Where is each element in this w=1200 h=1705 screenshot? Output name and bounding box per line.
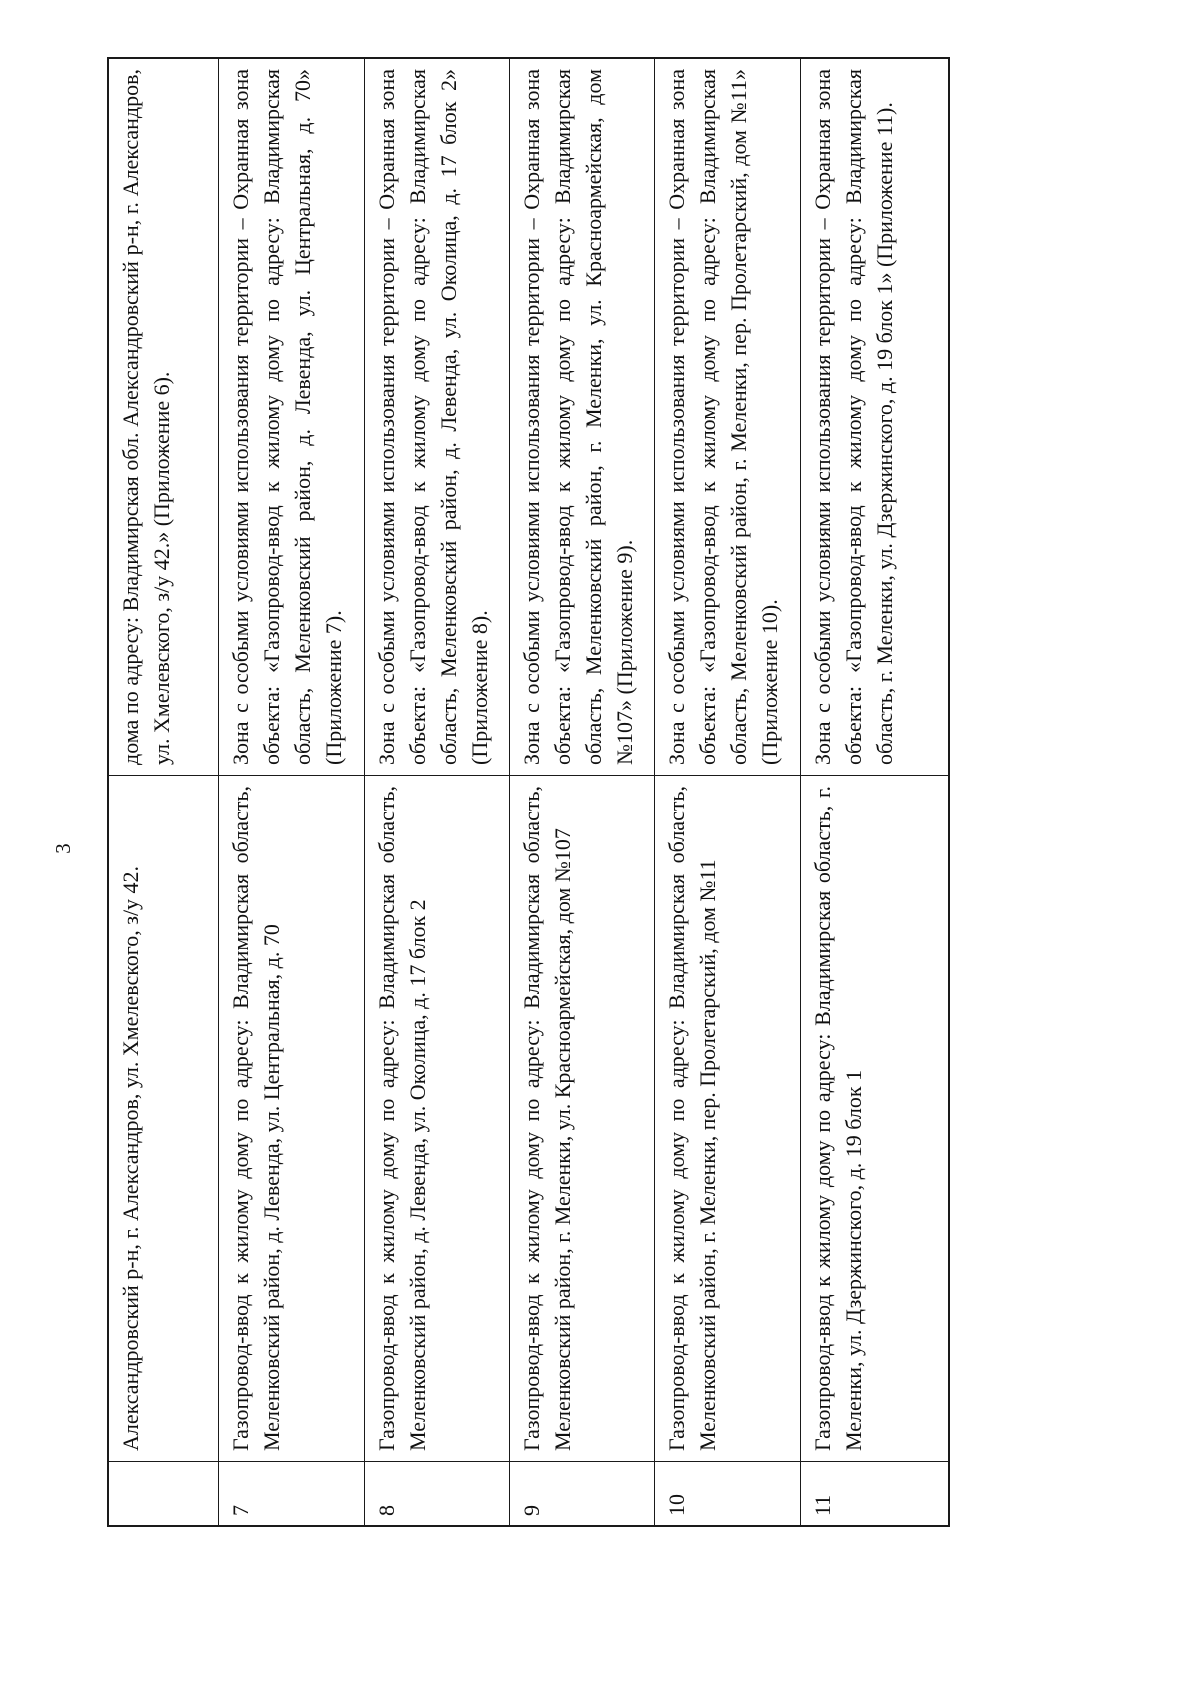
table-row	[509, 59, 654, 1525]
zone-description: Зона с особыми условиями использования территории – Охранная зона объекта: «Газопровод-ввод к жилому дому по адресу: Владимирская область, Меленковский район, г. Меленки, пер. Пролетарский, дом №11» (Приложение 10).	[664, 69, 783, 765]
object-description: Газопровод-ввод к жилому дому по адресу: Владимирская область, Меленковский район, г. Меленки, пер. Пролетарский, дом №11	[655, 775, 799, 1461]
row-number	[109, 1461, 218, 1525]
object-description: Газопровод-ввод к жилому дому по адресу: Владимирская область, Меленковский район, д. Левенда, ул. Околица, д. 17 блок 2	[365, 775, 509, 1461]
zone-description: Зона с особыми условиями использования территории – Охранная зона объекта: «Газопровод-ввод к жилому дому по адресу: Владимирская область, Меленковский район, д. Левенда, ул. Центральная, д. 70» (Приложение 7).	[228, 69, 347, 765]
table-row	[800, 59, 948, 1525]
page-number: 3	[50, 843, 75, 854]
table-container	[107, 57, 950, 1527]
object-description: Газопровод-ввод к жилому дому по адресу: Владимирская область, г. Меленки, ул. Дзержинского, д. 19 блок 1	[801, 775, 948, 1461]
zone-description: Зона с особыми условиями использования территории – Охранная зона объекта: «Газопровод-ввод к жилому дому по адресу: Владимирская область, г. Меленки, ул. Дзержинского, д. 19 блок 1» (Приложение 11).	[809, 69, 897, 765]
zone-description: дома по адресу: Владимирская обл. Александровский р-н, г. Александров, ул. Хмелевского, з/у 42.» (Приложение 6).	[118, 69, 174, 765]
row-number: 10	[655, 1461, 799, 1525]
row-number: 11	[801, 1461, 948, 1525]
table-row	[218, 59, 363, 1525]
zone-description: Зона с особыми условиями использования территории – Охранная зона объекта: «Газопровод-ввод к жилому дому по адресу: Владимирская область, Меленковский район, г. Меленки, ул. Красноармейская, дом №107» (Приложение 9).	[519, 69, 638, 765]
table-row	[654, 59, 799, 1525]
row-number: 8	[365, 1461, 509, 1525]
object-description: Александровский р-н, г. Александров, ул. Хмелевского, з/у 42.	[109, 775, 218, 1461]
row-number: 7	[219, 1461, 363, 1525]
object-description: Газопровод-ввод к жилому дому по адресу: Владимирская область, Меленковский район, г. Меленки, ул. Красноармейская, дом №107	[510, 775, 654, 1461]
object-description: Газопровод-ввод к жилому дому по адресу: Владимирская область, Меленковский район, д. Левенда, ул. Центральная, д. 70	[219, 775, 363, 1461]
table-row	[364, 59, 509, 1525]
row-number: 9	[510, 1461, 654, 1525]
zone-description: Зона с особыми условиями использования территории – Охранная зона объекта: «Газопровод-ввод к жилому дому по адресу: Владимирская область, Меленковский район, д. Левенда, ул. Околица, д. 17 блок 2» (Приложение 8).	[373, 69, 492, 765]
table-row	[109, 59, 218, 1525]
zones-table	[107, 57, 950, 1527]
